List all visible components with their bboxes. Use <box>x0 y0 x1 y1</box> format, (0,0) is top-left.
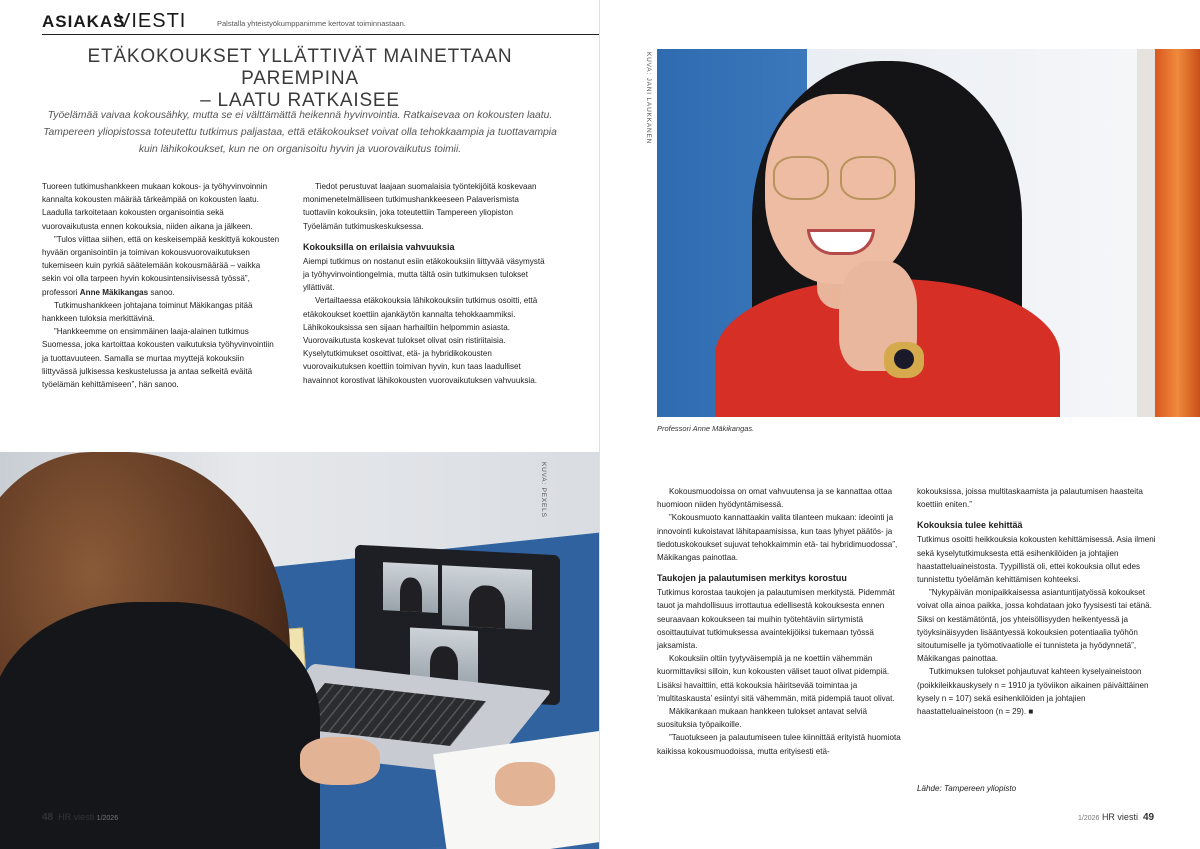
folio-left: 48 HR viesti 1/2026 <box>42 812 119 823</box>
subheading: Kokouksia tulee kehittää <box>917 520 1023 531</box>
portrait-photo <box>657 49 1200 417</box>
article-lead: Työelämää vaivaa kokousähky, mutta se ei välttämättä heikennä hyvinvointia. Ratkaisevaa on kokousten laatu. Tampereen yliopistossa toteutettu tutkimus paljastaa, että etäkokoukset voivat olla tehokkaampia ja tuottavampia kuin lähikokoukset, kun ne on organisoitu hyvin ja vuorovaikutus toimii. <box>43 110 557 155</box>
laptop-meeting-photo <box>0 452 600 849</box>
right-page <box>600 0 1200 849</box>
column-3: Kokousmuodoissa on omat vahvuutensa ja se kannattaa ottaa huomioon niiden hyödyntämisessä. ”Kokousmuoto kannattaakin valita tilanteen mukaan: ideointi ja innovointi kukoistavat lähitapaamisissa, kun taas lyhyet päätös- ja tiedotuskokoukset sujuvat tehokkaimmin etä- tai hybridimuodossa”, Mäkikangas painottaa. Taukojen ja palautumisen merkitys korostuu Tutkimus korostaa taukojen ja palautumisen merkitystä. Pidemmät tauot ja mahdollisuus irrottautua edellisestä kokouksesta ennen seuraavaan kokoukseen tai muihin työtehtäviin siirtymistä osoittautuivat tutkimuksessa avaintekijöiksi tukemaan työssä jaksamista. Kokouksiin oltiin tyytyväisempiä ja ne koettiin vähemmän kuormittaviksi silloin, kun kokousten väliset tauot olivat pidempiä. Lisäksi havaittiin, että kokouksia häiritsevää toimintaa ja ’multitaskausta’ esiintyi sitä vähemmän, mitä pidempiä tauot olivat. Mäkikankaan mukaan hankkeen tulokset antavat selviä suosituksia työpaikoille. ”Tauotukseen ja palautumiseen tulee kiinnittää erityistä huomiota kaikissa kokousmuodoissa, mutta erityisesti etä- <box>657 485 907 758</box>
column-1: Tuoreen tutkimushankkeen mukaan kokous- ja työhyvinvoinnin kannalta kokousten määrää tärkeämpää on kokousten laatu. Laadulla tarkoitetaan kokousten organisointia sekä vuorovaikutusta ennen kokouksia, niiden aikana ja jälkeen. ”Tulos viittaa siihen, että on keskeisempää keskittyä kokousten hyvään organisointiin ja toimivan kokousvuorovaikutuksen tukemiseen kuin pyrkiä säätelemään kokousmäärää – vaikka sekin voi olla tarpeen hyvin kokousintensiivisessä työssä”, professori Anne Mäkikangas sanoo. Tutkimushankkeen johtajana toiminut Mäkikangas pitää hankkeen tuloksia merkittävinä. ”Hankkeemme on ensimmäinen laaja-alainen tutkimus Suomessa, joka kartoittaa kokousten vaikutuksia työhyvinvointiin ja tuottavuuteen. Samalla se murtaa myyttejä kokouksiin liittyvässä julkisessa keskustelussa ja antaa selkeitä eväitä työelämän kehittämiseen”, hän sanoo. <box>42 182 280 390</box>
folio-right: 1/2026 HR viesti 49 <box>1078 812 1155 823</box>
column-4: kokouksissa, joissa multitaskaamista ja palautumisen haasteita koettiin eniten.” Kokouksia tulee kehittää Tutkimus osoitti heikkouksia kokousten kehittämisessä. Asia ilmeni sekä kyselytutkimuksesta että esihenkilöiden ja johtajien haastatteluaineistosta. Tyypillistä oli, ettei kokouksia ollut edes tunnistettu työelämän kehittämisen kohteeksi. ”Nykypäivän monipaikkaisessa asiantuntijatyössä kokoukset voivat olla ainoa paikka, jossa kohdataan joko fyysisesti tai etänä. Siksi on kestämätöntä, jos yhteisöllisyyden heikentyessä ja työyksinäisyyden lisääntyessä kokouksien potentiaalia työhön sitoutumiselle ja työmotivaatiolle ei tunnisteta ja hyödynnetä”, Mäkikangas painottaa. Tutkimuksen tulokset pohjautuvat kahteen kyselyaineistoon (poikkileikkauskysely n = 1910 ja työviikon aikainen päiväittäinen kysely n = 107) sekä esihenkilöiden ja johtajien haastatteluaineistoon (n = 29). ■ <box>917 485 1159 718</box>
source-note: Lähde: Tampereen yliopisto <box>917 784 1017 793</box>
photo-caption: Professori Anne Mäkikangas. <box>657 424 755 433</box>
photo-credit-1: KUVA: JANI LAUKKANEN <box>645 52 652 145</box>
subheading: Taukojen ja palautumisen merkitys korostuu <box>657 573 847 584</box>
section-label-light: VIESTI <box>117 10 187 32</box>
section-description: Palstalla yhteistyökumppanimme kertovat toiminnastaan. <box>217 19 406 28</box>
column-2: Tiedot perustuvat laajaan suomalaisia työntekijöitä koskevaan monimenetelmälliseen tutkimushankkeeseen Palaverismista tuottaviin kokouksiin, joka toteutettiin Tampereen yliopiston Työelämän tutkimuskeskuksessa. Kokouksilla on erilaisia vahvuuksia Aiempi tutkimus on nostanut esiin etäkokouksiin liittyvää väsymystä ja työhyvinvointiongelmia, mutta tältä osin tutkimuksen tulokset yllättivät. Vertailtaessa etäkokouksia lähikokouksiin tutkimus osoitti, että etäkokoukset koettiin ajankäytön kannalta tehokkaammiksi. Lähikokouksissa sen sijaan harhailtiin helpommin asiasta. Vuorovaikutusta koskevat tulokset olivat osin ristiriitaisia. Kyselytutkimukset osoittivat, etä- ja hybridikokousten vuorovaikutuksen koettiin toimivan hyvin, kun taas laadulliset havainnot korostivat lähikokousten vuorovaikutuksen vahvuuksia. <box>303 180 553 387</box>
section-label-bold: ASIAKAS <box>42 12 126 31</box>
photo-credit-2: KUVA: PEXELS <box>540 462 547 518</box>
section-header <box>42 10 600 35</box>
person-name: Anne Mäkikangas <box>79 287 149 297</box>
subheading: Kokouksilla on erilaisia vahvuuksia <box>303 241 455 252</box>
article-headline: ETÄKOKOUKSET YLLÄTTIVÄT MAINETTAAN PAREMPINA – LAATU RATKAISEE <box>87 46 513 111</box>
